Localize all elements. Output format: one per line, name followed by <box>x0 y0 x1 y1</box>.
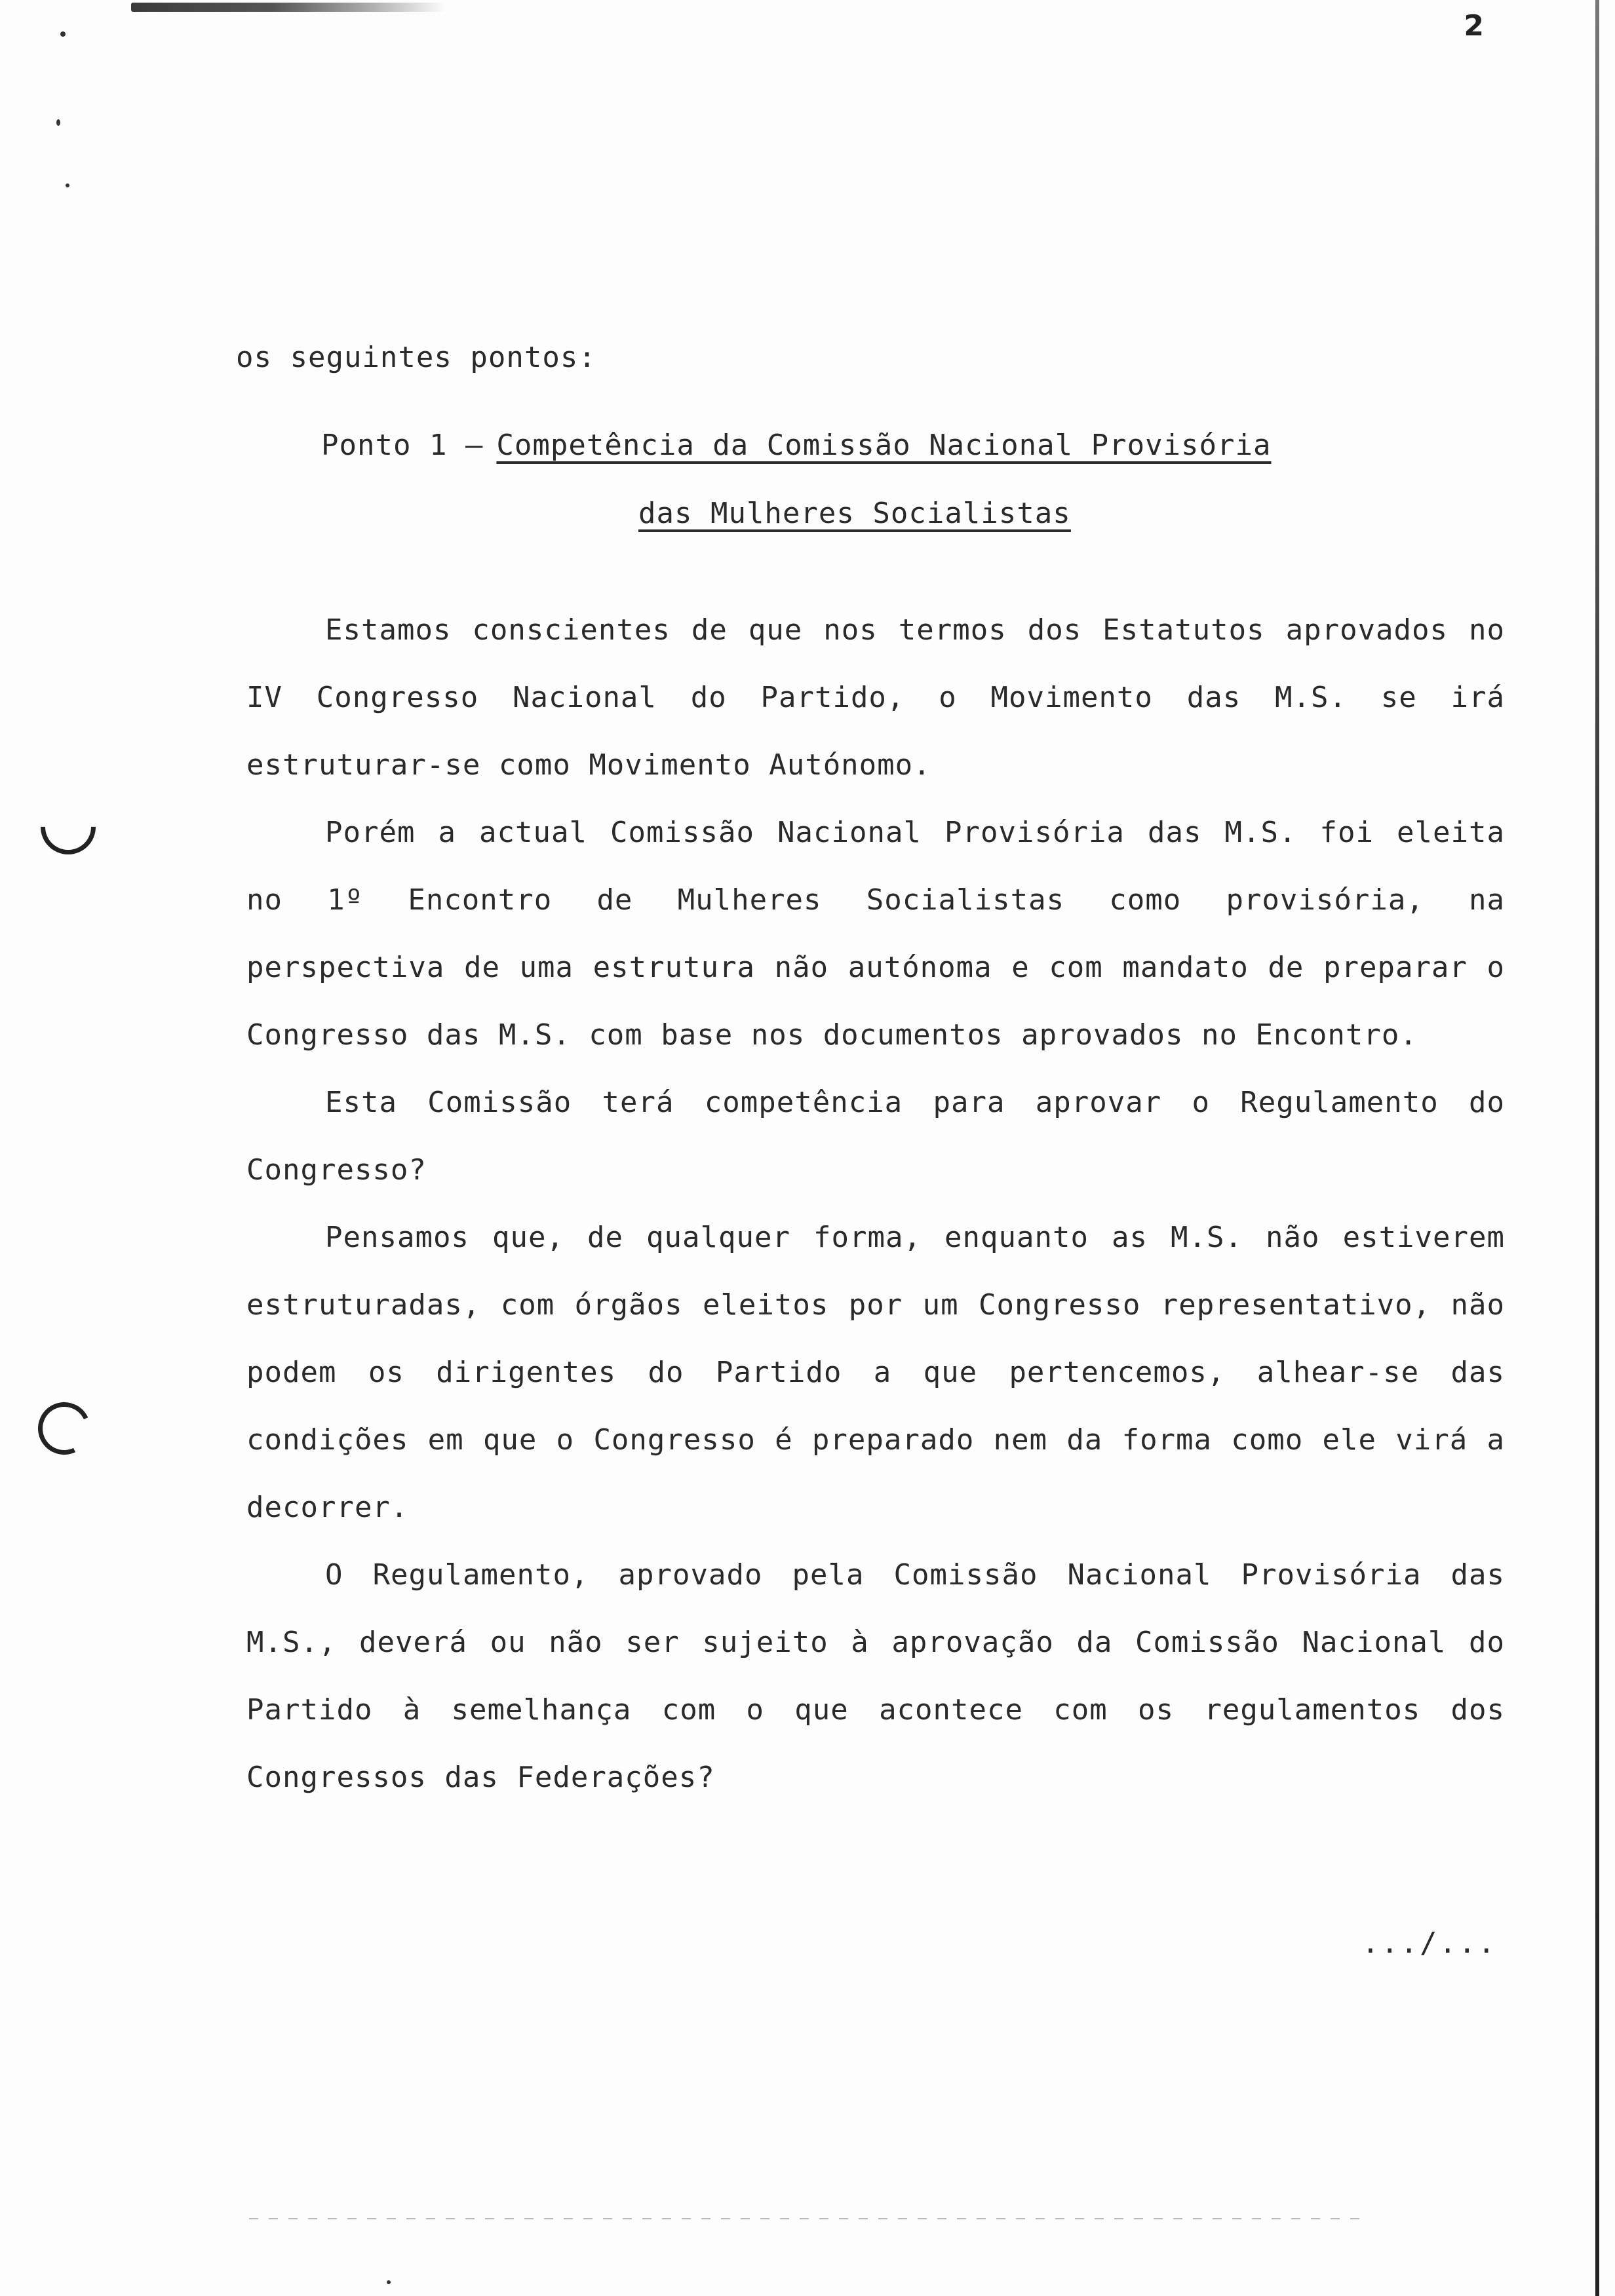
heading-label: Ponto 1 — <box>321 429 484 462</box>
scan-speck <box>60 31 66 37</box>
scan-speck <box>56 119 60 126</box>
paragraph: Estamos conscientes de que nos termos dos Estatutos aprovados no IV Congresso Nacional do Partido, o Movimento das M.S. se irá estruturar-se como Movimento Autónomo. <box>246 613 1505 782</box>
scan-artifact-bottom <box>249 2218 1363 2219</box>
paragraph: O Regulamento, aprovado pela Comissão Nacional Provisória das M.S., deverá ou não ser sujeito à aprovação da Comissão Nacional do Partido à semelhança com o que acontece com os regulamentos dos Congressos das Federações? <box>246 1558 1505 1794</box>
continuation-mark: .../... <box>1361 1926 1497 1960</box>
intro-line: os seguintes pontos: <box>236 341 596 374</box>
punch-hole-mark <box>31 1395 98 1463</box>
section-heading <box>321 411 1475 548</box>
heading-title-line-2 <box>321 480 1475 548</box>
scan-artifact-top <box>131 3 446 12</box>
paragraph: Pensamos que, de qualquer forma, enquanto as M.S. não estiverem estruturadas, com órgãos eleitos por um Congresso representativo, não podem os dirigentes do Partido a que pertencemos, alhear-se das condições em que o Congresso é preparado nem da forma como ele virá a decorrer. <box>246 1221 1505 1524</box>
body-text <box>246 596 1505 1811</box>
paragraph: Porém a actual Comissão Nacional Provisória das M.S. foi eleita no 1º Encontro de Mulheres Socialistas como provisória, na perspectiva de uma estrutura não autónoma e com mandato de preparar o Congresso das M.S. com base nos documentos aprovados no Encontro. <box>246 816 1505 1052</box>
scan-speck <box>66 183 69 187</box>
scan-speck <box>387 2280 391 2284</box>
page-number: 2 <box>1464 9 1484 43</box>
heading-title-line-2-text: das Mulheres Socialistas <box>638 497 1071 530</box>
paragraph: Esta Comissão terá competência para aprovar o Regulamento do Congresso? <box>246 1086 1505 1187</box>
punch-hole-mark <box>29 788 107 866</box>
scan-artifact-right-edge <box>1595 0 1599 2296</box>
heading-title-line-1: Competência da Comissão Nacional Provisória <box>496 429 1272 462</box>
